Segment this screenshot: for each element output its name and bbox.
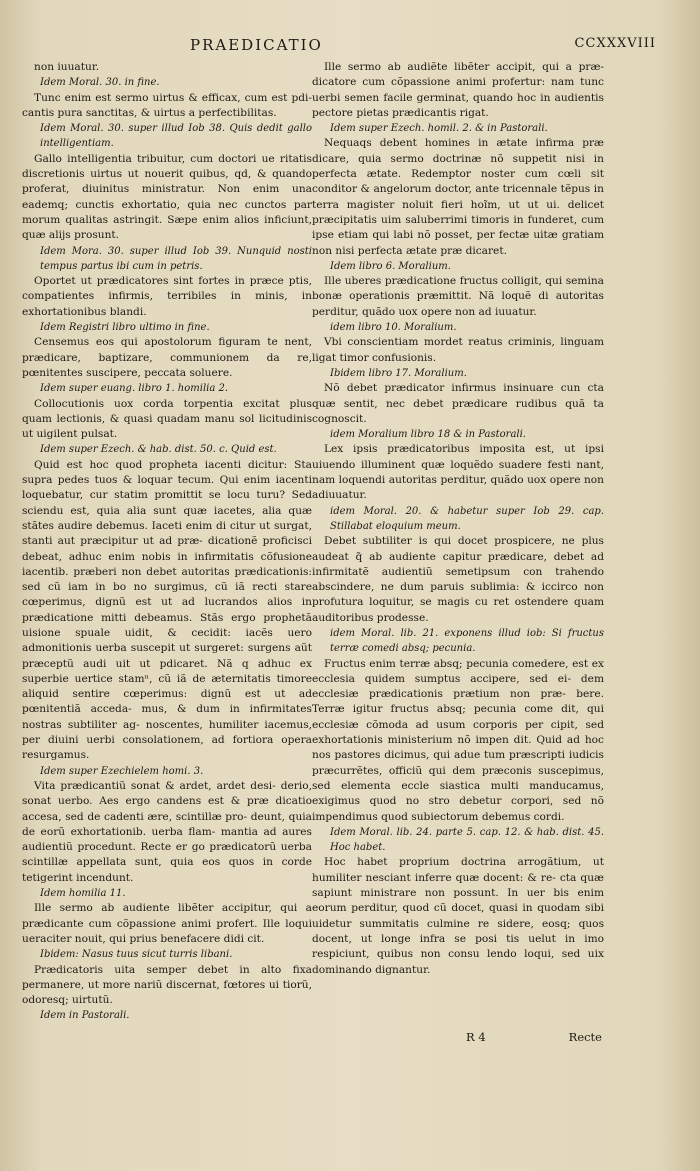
left-column bbox=[22, 60, 312, 1024]
citation-line: Ibidem libro 17. Moralium. bbox=[330, 367, 467, 379]
text-paragraph: non iuuatur. bbox=[34, 61, 100, 73]
text-paragraph: Nequaqs debent homines in ætate infirma præ dicare, quia sermo doctrinæ nõ suppetit nisi in perfecta ætate. Redemptor noster cum cœli sit conditor & angelorum doctor, ante tricennale tẽpus in terra magister noluit fieri hoĩm, ut ut ui. delicet præcipitatis uim saluberrimi timoris in funderet, cum ipse etiam qui labi nõ posset, per fectæ uitæ gratiam non nisi perfecta ætate præ dicaret. bbox=[312, 137, 604, 257]
citation-line: Idem libro 6. Moralium. bbox=[330, 260, 451, 272]
text-paragraph: Tunc enim est sermo uirtus & efficax, cum est pdi- cantis pura sanctitas, & uirtus a perfectibilitas. bbox=[22, 91, 312, 119]
text-paragraph: Nõ debet prædicator infirmus insinuare cun cta quæ sentit, nec debet prædicare rudibus quã ta cognoscit. bbox=[312, 382, 604, 425]
citation-line: Idem Registri libro ultimo in fine. bbox=[40, 322, 210, 334]
text-paragraph: Quid est hoc quod propheta iacenti dicitur: Sta supra pedes tuos & loquar tecum. Qui enim iacenti loquebatur, cur statim promittit se locu turu? Sed sciendu est, quia alia sunt quæ iacetes, alia quæ stãtes audire debemus. Iaceti enim di citur ut surgat, stanti aut præcipitur ut ad præ- dicationẽ proficisci debeat, adhuc enim nobis in infirmitatis cõfusione iacentib. præberi non debet autoritas prædicationis: sed cũ iam in bo no surgimus, cũ iã recti stare cœperimus, dignũ est ut ad lucrandos alios in prædicatione mitti debeamus. Stãs ergo prophetã uisione spuale uidit, & cecidit: iacẽs uero admonitionis uerba suscepit ut surgeret: surgens aũt præceptũ audi uit ut pdicaret. Nã q adhuc ex superbie uertice stamⁿ, cũ iã de æternitatis timore aliquid sentire cœperimus: dignũ est ut ad pœnitentiã acceda- mus, & dum in infirmitates nostras subtiliter ag- noscentes, humiliter iacemus, per diuini uerbi consolationem, ad fortiora opera resurgamus. bbox=[22, 458, 312, 762]
citation-line: Ibidem: Nasus tuus sicut turris libani. bbox=[40, 949, 233, 961]
citation-line: idem Moral. lib. 21. exponens illud iob: Si fructus terræ comedi absq; pecunia. bbox=[330, 627, 604, 655]
citation-line: Idem Moral. 30. in fine. bbox=[40, 77, 160, 89]
signature-mark: R 4 bbox=[466, 1030, 486, 1044]
citation-line: Idem in Pastorali. bbox=[40, 1010, 130, 1022]
citation-line: idem Moralium libro 18 & in Pastorali. bbox=[330, 429, 526, 441]
text-paragraph: Collocutionis uox corda torpentia excitat plus quam lectionis, & quasi quadam manu sol licitudinis ut uigilent pulsat. bbox=[22, 397, 312, 441]
text-paragraph: Vita prædicantiũ sonat & ardet, ardet desi- derio, sonat uerbo. Aes ergo candens est & præ dicatio accesa, sed de cadenti ære, scintillæ pro- deunt, quia de eorũ exhortationib. uerba flam- mantia ad aures audientiũ procedunt. Recte er go prædicatorũ uerba scintillæ appellata sunt, quia eos quos in corde tetigerint incendunt. bbox=[22, 779, 312, 884]
citation-line: Idem super Ezechielem homi. 3. bbox=[40, 765, 204, 777]
page-footer bbox=[312, 1030, 602, 1046]
text-paragraph: Lex ipsis prædicatoribus imposita est, ut ipsi uiuendo illuminent quæ loquẽdo suadere festi nant, nam loquendi autoritas perditur, quãdo uox opere non adiuuatur. bbox=[312, 443, 604, 502]
text-paragraph: Vbi conscientiam mordet reatus criminis, linguam ligat timor confusionis. bbox=[312, 336, 604, 364]
text-paragraph: Debet subtiliter is qui docet prospicere, ne plus audeat q̃ ab audiente capitur prædicare, debet ad infirmitatẽ audientiũ semetipsum con trahendo abscindere, ne dum paruis sublimia: & iccirco non profutura loquitur, se magis cu ret ostendere quam auditoribus prodesse. bbox=[312, 535, 604, 624]
text-paragraph: Ille uberes prædicatione fructus colligit, qui semina bonæ operationis præmittit. Nã loquẽ di autoritas perditur, quãdo uox opere non ad iuuatur. bbox=[312, 275, 604, 318]
text-paragraph: Ille sermo ab audiente libẽter accipitur, qui a prædicante cum cõpassione animi profert. Ille loqui ueraciter nouit, qui prius benefacere didi cit. bbox=[22, 902, 312, 945]
text-paragraph: Fructus enim terræ absq; pecunia comedere, est ex ecclesia quidem sumptus accipere, sed ei- dem ecclesiæ prædicationis prætium non præ- bere. Terræ igitur fructus absq; pecunia come dit, qui ecclesiæ cõmoda ad usum corporis per cipit, sed exhortationis ministerium nõ impen dit. Quid ad hoc nos pastores dicimus, qui adue tum præscripti iudicis præcurrẽtes, officiũ qui dem præconis suscepimus, sed elementa eccle siastica multi manducamus, exigimus quod no stro debetur corpori, sed nõ impendimus quod subiectorum debemus cordi. bbox=[312, 657, 604, 823]
citation-line: idem Moral. 20. & habetur super Iob 29. cap. Stillabat eloquium meum. bbox=[330, 505, 604, 532]
running-title: PRAEDICATIO bbox=[190, 36, 323, 54]
text-paragraph: Prædicatoris uita semper debet in alto fixa permanere, ut more nariũ discernat, fœtores ui tiorũ, odoresq; uirtutũ. bbox=[22, 963, 312, 1007]
text-paragraph: Censemus eos qui apostolorum figuram te nent, prædicare, baptizare, communionem da re, pœnitentes suscipere, peccata soluere. bbox=[22, 336, 312, 379]
folio-number: CCXXXVIII bbox=[574, 36, 656, 51]
text-paragraph: Oportet ut prædicatores sint fortes in præce ptis, compatientes infirmis, terribiles in minis, in exhortationibus blandi. bbox=[22, 275, 312, 318]
text-paragraph: Ille sermo ab audiẽte libẽter accipit, qui a præ- dicatore cum cõpassione animi profertur: nam tunc uerbi semen facile germinat, quando hoc in audientis pectore pietas prædicantis rigat. bbox=[312, 61, 604, 119]
catchword: Recte bbox=[568, 1030, 602, 1044]
citation-line: Idem Mora. 30. super illud Iob 39. Nunquid nosti tempus partus ibi cum in petris. bbox=[40, 245, 312, 272]
citation-line: Idem super euang. libro 1. homilia 2. bbox=[40, 383, 229, 395]
citation-line: Idem super Ezech. & hab. dist. 50. c. Quid est. bbox=[40, 444, 277, 456]
text-paragraph: Gallo intelligentia tribuitur, cum doctori ue ritatis discretionis uirtus ut nouerit quibus, qd, & quando proferat, diuinitus ministratur. Non enim una eademq; cunctis exhortatio, quia nec cunctos par morum qualitas astringit. Sæpe enim alios inficiunt, quæ alijs prosunt. bbox=[22, 152, 312, 242]
citation-line: Idem Moral. lib. 24. parte 5. cap. 12. & hab. dist. 45. Hoc habet. bbox=[330, 826, 604, 854]
citation-line: Idem super Ezech. homil. 2. & in Pastorali. bbox=[330, 123, 548, 135]
citation-line: Idem homilia 11. bbox=[40, 888, 126, 900]
citation-line: Idem Moral. 30. super illud Iob 38. Quis dedit gallo intelligentiam. bbox=[40, 123, 312, 150]
citation-line: idem libro 10. Moralium. bbox=[330, 322, 457, 334]
right-column bbox=[312, 60, 604, 978]
text-paragraph: Hoc habet proprium doctrina arrogãtium, ut humiliter nesciant inferre quæ docent: & re- cta quæ sapiunt ministrare non possunt. In uer bis enim eorum perditur, quod cũ docet, quasi in quodam sibi uidetur summitatis culmine re sidere, eosq; quos docent, ut longe infra se posi tis uelut in imo respiciunt, quibus non consu lendo loqui, sed uix dominando dignantur. bbox=[312, 856, 604, 976]
page-header bbox=[0, 36, 700, 58]
